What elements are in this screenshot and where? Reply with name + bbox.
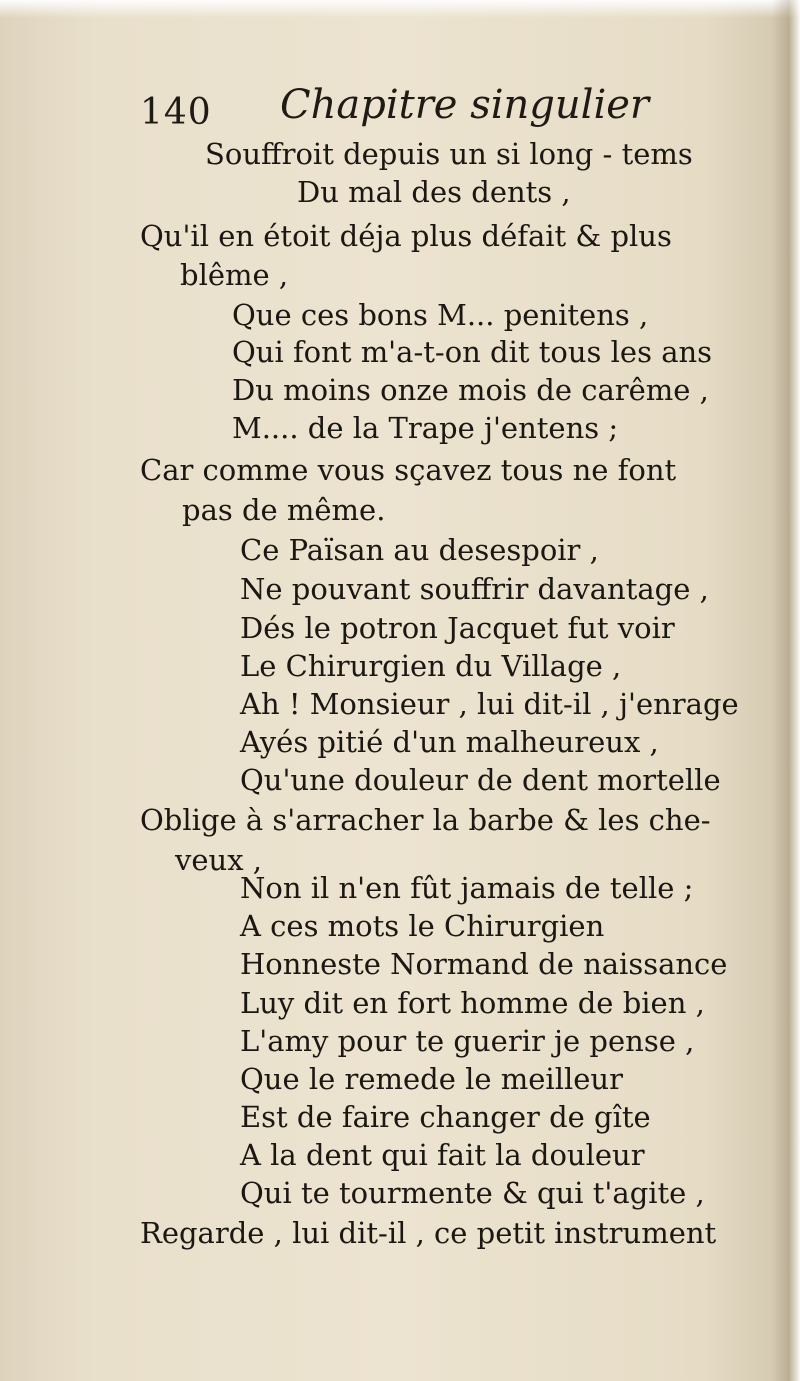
text-line: Car comme vous sçavez tous ne font [140, 453, 677, 487]
text-line: A la dent qui fait la douleur [240, 1138, 645, 1172]
text-line: Oblige à s'arracher la barbe & les che- [140, 803, 711, 837]
text-line: Luy dit en fort homme de bien , [240, 986, 705, 1020]
text-line: blême , [180, 258, 289, 292]
text-line: M.... de la Trape j'entens ; [232, 411, 619, 445]
text-line: L'amy pour te guerir je pense , [240, 1024, 695, 1058]
text-line: Ayés pitié d'un malheureux , [240, 725, 659, 759]
page-number: 140 [140, 92, 212, 133]
text-line: Honneste Normand de naissance [240, 947, 728, 981]
page-top-edge [0, 0, 800, 18]
text-line: veux , [175, 843, 263, 877]
page-right-edge [772, 0, 800, 1381]
text-line: Qu'une douleur de dent mortelle [240, 763, 721, 797]
text-line: Non il n'en fût jamais de telle ; [240, 871, 694, 905]
text-line: Souffroit depuis un si long - tems [205, 137, 693, 171]
text-line: Le Chirurgien du Village , [240, 649, 622, 683]
text-line: Dés le potron Jacquet fut voir [240, 611, 675, 645]
text-line: Qu'il en étoit déja plus défait & plus [140, 219, 672, 253]
text-line: Ne pouvant souffrir davantage , [240, 572, 709, 606]
text-line: Ce Païsan au desespoir , [240, 533, 599, 567]
text-line: Qui te tourmente & qui t'agite , [240, 1176, 705, 1210]
text-line: Est de faire changer de gîte [240, 1100, 651, 1134]
text-line: Que ces bons M... penitens , [232, 298, 649, 332]
text-line: Du moins onze mois de carême , [232, 373, 709, 407]
text-line: Ah ! Monsieur , lui dit-il , j'enrage [240, 687, 739, 721]
text-line: A ces mots le Chirurgien [240, 909, 605, 943]
text-line: Regarde , lui dit-il , ce petit instrument [140, 1216, 717, 1250]
text-line: Qui font m'a-t-on dit tous les ans [232, 335, 713, 369]
text-line: pas de même. [182, 493, 386, 527]
running-title: Chapitre singulier [280, 82, 650, 128]
text-line: Du mal des dents , [297, 175, 571, 209]
page-header [140, 82, 760, 142]
text-line: Que le remede le meilleur [240, 1062, 623, 1096]
